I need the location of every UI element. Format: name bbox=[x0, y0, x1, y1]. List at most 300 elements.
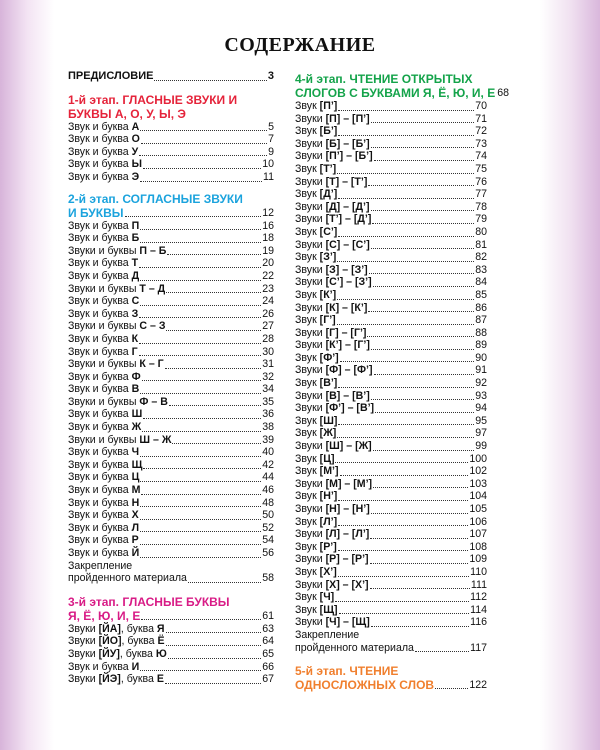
toc-entry-label bbox=[295, 125, 337, 138]
toc-entry-label bbox=[68, 358, 164, 371]
dot-leader bbox=[371, 248, 474, 249]
page-number: 105 bbox=[469, 503, 487, 515]
dot-leader bbox=[374, 160, 475, 161]
dot-leader bbox=[142, 431, 261, 432]
heading-line: 5-й этап. ЧТЕНИЕ bbox=[295, 664, 399, 679]
toc-entry[interactable] bbox=[68, 295, 274, 308]
entry-text: Звуки bbox=[295, 528, 326, 541]
toc-entry[interactable] bbox=[295, 100, 487, 113]
entry-sound: [К] – [К’] bbox=[325, 301, 368, 314]
toc-entry[interactable] bbox=[68, 471, 274, 484]
toc-entry[interactable] bbox=[68, 509, 274, 522]
toc-entry[interactable] bbox=[295, 264, 487, 277]
toc-entry[interactable] bbox=[68, 358, 274, 371]
entry-text: Звук и буква bbox=[68, 446, 132, 459]
entry-sound: С – З bbox=[139, 320, 166, 333]
toc-entry[interactable] bbox=[295, 352, 487, 365]
entry-sound: [Ф’] – [В’] bbox=[325, 402, 375, 415]
entry-sound: [Ч] bbox=[319, 591, 335, 604]
toc-entry[interactable] bbox=[295, 176, 487, 189]
page-number: 42 bbox=[262, 458, 274, 471]
page-number: 28 bbox=[262, 332, 274, 345]
toc-entry[interactable] bbox=[295, 163, 487, 176]
toc-entry[interactable] bbox=[68, 446, 274, 459]
entry-sound: [Т’] bbox=[319, 162, 337, 175]
page-number: 90 bbox=[475, 351, 487, 364]
dot-leader bbox=[125, 216, 262, 217]
toc-entry[interactable] bbox=[295, 402, 487, 415]
toc-entry[interactable] bbox=[295, 440, 487, 453]
page-number: 72 bbox=[475, 125, 487, 138]
entry-text: Звуки bbox=[295, 339, 326, 352]
toc-entry[interactable] bbox=[295, 478, 487, 491]
toc-entry-label bbox=[295, 604, 338, 617]
toc-entry-label bbox=[68, 396, 168, 409]
entry-text: Звук и буква bbox=[68, 421, 132, 434]
toc-entry[interactable] bbox=[295, 276, 487, 289]
toc-entry[interactable] bbox=[68, 547, 274, 560]
dot-leader bbox=[140, 531, 261, 532]
toc-entry[interactable] bbox=[295, 453, 487, 466]
entry-text: Звук bbox=[295, 314, 320, 327]
toc-entry[interactable] bbox=[295, 113, 487, 126]
heading-line: 4-й этап. ЧТЕНИЕ ОТКРЫТЫХ bbox=[295, 72, 473, 86]
dot-leader bbox=[375, 412, 474, 413]
entry-text: Звук bbox=[295, 515, 320, 528]
toc-entry-label bbox=[295, 566, 337, 579]
toc-entry-review-stage-4[interactable] bbox=[295, 629, 487, 654]
page-number: 106 bbox=[469, 515, 487, 528]
left-column bbox=[68, 70, 274, 686]
dot-leader bbox=[368, 185, 474, 186]
toc-entry[interactable] bbox=[68, 171, 274, 184]
entry-text: Звуки bbox=[295, 553, 326, 566]
dot-leader bbox=[338, 550, 469, 551]
toc-entry[interactable] bbox=[295, 503, 487, 516]
toc-entry[interactable] bbox=[295, 591, 487, 604]
dot-leader bbox=[371, 626, 469, 627]
toc-entry[interactable] bbox=[68, 497, 274, 510]
toc-entry[interactable] bbox=[68, 220, 274, 233]
toc-entry[interactable] bbox=[295, 314, 487, 327]
toc-entry[interactable] bbox=[295, 188, 487, 201]
page-number: 20 bbox=[262, 257, 274, 270]
toc-entry[interactable] bbox=[68, 133, 274, 146]
entry-text: Звук и буква bbox=[68, 458, 132, 471]
toc-entry[interactable] bbox=[68, 257, 274, 270]
page-number: 97 bbox=[475, 427, 487, 440]
dot-leader bbox=[172, 443, 261, 444]
toc-entry[interactable] bbox=[295, 427, 487, 440]
entry-text: Звук и буква bbox=[68, 332, 132, 345]
dot-leader bbox=[367, 336, 474, 337]
entry-sound: [Т’] – [Д’] bbox=[325, 213, 372, 226]
toc-entry[interactable] bbox=[68, 146, 274, 159]
page-number: 56 bbox=[262, 547, 274, 559]
dot-leader bbox=[373, 487, 468, 488]
page-number: 3 bbox=[267, 70, 274, 82]
dot-leader bbox=[415, 651, 469, 652]
heading-line: СЛОГОВ С БУКВАМИ Я, Ё, Ю, И, Е bbox=[295, 86, 496, 100]
dot-leader bbox=[139, 317, 261, 318]
entry-sound: [Х] – [Х’] bbox=[325, 578, 369, 591]
entry-sound: [Р’] bbox=[319, 540, 337, 553]
entry-sound: [ЙЭ] bbox=[98, 673, 121, 686]
entry-sound: Т – Д bbox=[139, 282, 166, 295]
page-number: 9 bbox=[268, 145, 274, 158]
toc-entry-label bbox=[295, 453, 334, 466]
toc-entry-label bbox=[295, 226, 337, 239]
toc-entry[interactable] bbox=[68, 371, 274, 384]
entry-sound: [Ж] bbox=[319, 427, 337, 440]
toc-entry[interactable] bbox=[295, 390, 487, 403]
toc-entry-label bbox=[295, 528, 369, 541]
toc-entry-label bbox=[295, 503, 370, 516]
entry-sound: С bbox=[131, 295, 140, 308]
toc-entry-label bbox=[295, 251, 336, 264]
toc-entry-label bbox=[68, 408, 142, 421]
toc-entry[interactable] bbox=[295, 579, 487, 592]
section-heading-stage-5[interactable] bbox=[295, 664, 487, 692]
entry-sound: Ф – В bbox=[139, 395, 168, 408]
entry-text: Звуки bbox=[295, 578, 326, 591]
toc-entry-label bbox=[68, 497, 139, 510]
toc-entry[interactable] bbox=[295, 302, 487, 315]
toc-entry-label bbox=[295, 402, 374, 415]
section-heading-stage-3[interactable] bbox=[68, 595, 274, 623]
toc-entry-label: пройденного материала bbox=[68, 572, 187, 585]
toc-entry[interactable] bbox=[68, 484, 274, 497]
entry-text: Звук bbox=[295, 125, 320, 138]
page-number: 48 bbox=[262, 496, 274, 509]
toc-entry-label bbox=[295, 616, 370, 629]
dot-leader bbox=[141, 494, 261, 495]
toc-entry-label bbox=[68, 623, 165, 636]
section-heading-stage-4[interactable] bbox=[295, 72, 510, 100]
toc-entry[interactable] bbox=[68, 283, 274, 296]
dot-leader bbox=[371, 399, 474, 400]
entry-text: , буква bbox=[120, 673, 157, 686]
toc-entry[interactable] bbox=[68, 522, 274, 535]
entry-text: Звук bbox=[295, 225, 320, 238]
entry-text: Звук и буква bbox=[68, 295, 132, 308]
entry-sound: [С’] bbox=[319, 225, 338, 238]
entry-text: Звуки bbox=[295, 150, 326, 163]
toc-entry[interactable] bbox=[295, 465, 487, 478]
page-number: 67 bbox=[262, 673, 274, 686]
toc-entry-label bbox=[68, 333, 138, 346]
entry-sound: Р bbox=[131, 534, 139, 547]
entry-text: Звук и буква bbox=[68, 345, 132, 358]
dot-leader bbox=[335, 601, 469, 602]
toc-entry-label bbox=[295, 113, 370, 126]
dot-leader bbox=[369, 273, 475, 274]
toc-entry-preface[interactable] bbox=[68, 70, 274, 83]
entry-sound: К – Г bbox=[139, 358, 164, 371]
toc-entry[interactable] bbox=[295, 528, 487, 541]
dot-leader bbox=[166, 632, 262, 633]
entry-text: Звук bbox=[295, 565, 320, 578]
page-number: 99 bbox=[475, 440, 487, 453]
entry-text: Звук и буква bbox=[68, 521, 132, 534]
entry-sound: [П’] bbox=[319, 100, 338, 112]
page-number: 80 bbox=[475, 225, 487, 238]
dot-leader bbox=[370, 588, 470, 589]
toc-entry[interactable] bbox=[68, 673, 274, 686]
dot-leader bbox=[338, 236, 474, 237]
page-number: 50 bbox=[262, 509, 274, 522]
toc-entry[interactable] bbox=[68, 308, 274, 321]
dot-leader bbox=[143, 418, 261, 419]
toc-entry[interactable] bbox=[295, 239, 487, 252]
entry-text: Звуки bbox=[295, 503, 326, 515]
entry-sound: В bbox=[131, 383, 140, 396]
entry-text: Звуки bbox=[295, 440, 326, 453]
toc-entry[interactable] bbox=[295, 251, 487, 264]
page-number: 82 bbox=[475, 251, 487, 264]
toc-entry-label bbox=[68, 421, 141, 434]
toc-entry-label bbox=[68, 346, 138, 359]
toc-entry[interactable] bbox=[68, 408, 274, 421]
toc-entry-label bbox=[295, 541, 337, 554]
entry-text: Звук и буква bbox=[68, 145, 132, 158]
dot-leader bbox=[338, 576, 469, 577]
entry-text: Звуки bbox=[295, 213, 326, 226]
toc-entry[interactable] bbox=[295, 289, 487, 302]
entry-text: Звук bbox=[295, 603, 320, 616]
dot-leader bbox=[140, 280, 261, 281]
entry-sound: Ш bbox=[131, 408, 143, 421]
dot-leader bbox=[140, 481, 261, 482]
toc-entry[interactable] bbox=[68, 434, 274, 447]
entry-sound: Й bbox=[131, 547, 140, 559]
page-number: 23 bbox=[262, 282, 274, 295]
toc-entry-label bbox=[68, 673, 164, 686]
toc-entry[interactable] bbox=[295, 327, 487, 340]
toc-entry-review-stage-2[interactable] bbox=[68, 560, 274, 585]
page-number: 111 bbox=[470, 578, 487, 591]
dot-leader bbox=[166, 292, 261, 293]
page-number: 46 bbox=[262, 484, 274, 497]
dot-leader bbox=[140, 506, 261, 507]
page-number: 95 bbox=[475, 414, 487, 427]
toc-entry-label bbox=[68, 283, 165, 296]
dot-leader bbox=[338, 525, 468, 526]
toc-entry-label bbox=[68, 270, 139, 283]
entry-text: Звуки и буквы bbox=[68, 433, 140, 446]
entry-sound: [Д] – [Д’] bbox=[325, 200, 370, 213]
section-heading-stage-2[interactable] bbox=[68, 192, 274, 220]
entry-text: Звук и буква bbox=[68, 471, 132, 484]
toc-entry[interactable] bbox=[295, 150, 487, 163]
section-heading-stage-1[interactable] bbox=[68, 93, 274, 121]
toc-entry[interactable] bbox=[295, 138, 487, 151]
toc-entry[interactable] bbox=[68, 383, 274, 396]
page-number: 39 bbox=[262, 433, 274, 446]
entry-sound: [П’] – [Б’] bbox=[325, 150, 373, 163]
entry-text: Звук и буква bbox=[68, 232, 132, 245]
dot-leader bbox=[373, 450, 474, 451]
entry-text: Звук bbox=[295, 465, 320, 478]
entry-sound: [Т] – [Т’] bbox=[325, 175, 368, 188]
page-number: 70 bbox=[475, 100, 487, 112]
toc-entry[interactable] bbox=[68, 333, 274, 346]
toc-entry[interactable] bbox=[295, 553, 487, 566]
stage-4-list bbox=[295, 100, 487, 629]
toc-entry-label bbox=[295, 591, 334, 604]
dot-leader bbox=[166, 645, 262, 646]
dot-leader bbox=[140, 305, 261, 306]
toc-entry-label bbox=[295, 327, 366, 340]
page-number: 18 bbox=[262, 232, 274, 245]
dot-leader bbox=[337, 324, 475, 325]
dot-leader bbox=[368, 311, 474, 312]
entry-sound: Л bbox=[131, 521, 140, 534]
entry-text: Звуки bbox=[295, 364, 326, 377]
dot-leader bbox=[188, 582, 261, 583]
page-number: 64 bbox=[262, 635, 274, 648]
entry-sound: [Ф’] bbox=[319, 351, 339, 364]
page-number: 71 bbox=[475, 112, 487, 125]
toc-entry[interactable] bbox=[68, 623, 274, 636]
entry-sound: [Б’] bbox=[319, 125, 338, 138]
entry-sound: [М] – [М’] bbox=[325, 477, 373, 490]
dot-leader bbox=[165, 368, 262, 369]
toc-entry[interactable] bbox=[295, 377, 487, 390]
heading-line: И БУКВЫ bbox=[68, 205, 124, 220]
entry-sound: [Г’] bbox=[319, 314, 336, 327]
entry-text: Звук и буква bbox=[68, 484, 132, 497]
toc-entry-label bbox=[295, 440, 372, 453]
entry-sound: Ж bbox=[131, 421, 142, 434]
toc-entry-label bbox=[295, 213, 371, 226]
dot-leader bbox=[139, 155, 267, 156]
entry-sound: Г bbox=[131, 345, 138, 358]
page-number: 93 bbox=[475, 389, 487, 402]
toc-entry[interactable] bbox=[295, 616, 487, 629]
page-number: 63 bbox=[262, 622, 274, 635]
toc-entry[interactable] bbox=[68, 534, 274, 547]
toc-entry[interactable] bbox=[295, 490, 487, 503]
page-number: 74 bbox=[475, 150, 487, 163]
entry-text: Звук и буква bbox=[68, 158, 132, 171]
toc-entry[interactable] bbox=[68, 421, 274, 434]
toc-entry-label bbox=[68, 635, 165, 648]
toc-entry[interactable] bbox=[68, 396, 274, 409]
toc-entry[interactable] bbox=[68, 121, 274, 134]
toc-entry[interactable] bbox=[295, 364, 487, 377]
toc-entry[interactable] bbox=[68, 270, 274, 283]
entry-sound: Ф bbox=[131, 370, 141, 383]
entry-text: , буква bbox=[121, 635, 158, 648]
toc-entry[interactable] bbox=[295, 125, 487, 138]
toc-entry-label bbox=[295, 100, 337, 113]
dot-leader bbox=[140, 557, 261, 558]
toc-entry[interactable] bbox=[295, 604, 487, 617]
toc-entry[interactable] bbox=[295, 566, 487, 579]
page-number: 40 bbox=[262, 446, 274, 459]
toc-entry[interactable] bbox=[295, 201, 487, 214]
toc-entry[interactable] bbox=[295, 516, 487, 529]
entry-text: , буква bbox=[120, 622, 157, 635]
entry-text: Звуки bbox=[295, 263, 326, 276]
entry-sound: [Д’] bbox=[319, 188, 338, 201]
toc-entry-label bbox=[68, 534, 139, 547]
entry-sound: [ЙА] bbox=[98, 622, 121, 635]
dot-leader bbox=[140, 242, 261, 243]
toc-entry-label bbox=[295, 553, 369, 566]
toc-entry[interactable] bbox=[68, 661, 274, 674]
dot-leader bbox=[139, 343, 261, 344]
entry-text: Звук bbox=[295, 490, 320, 503]
dot-leader bbox=[339, 613, 470, 614]
toc-entry-label bbox=[295, 352, 339, 365]
toc-entry[interactable] bbox=[68, 648, 274, 661]
toc-entry[interactable] bbox=[68, 635, 274, 648]
entry-letter: Я bbox=[156, 622, 165, 635]
entry-sound: [Н’] bbox=[319, 490, 338, 503]
entry-text: Звуки bbox=[68, 673, 99, 686]
toc-entry[interactable] bbox=[68, 232, 274, 245]
entry-text: Звук и буква bbox=[68, 496, 132, 509]
toc-entry-label bbox=[295, 201, 370, 214]
toc-entry[interactable] bbox=[68, 245, 274, 258]
toc-entry[interactable] bbox=[68, 459, 274, 472]
page-number: 78 bbox=[475, 200, 487, 213]
toc-entry[interactable] bbox=[68, 158, 274, 171]
toc-entry-label bbox=[295, 465, 339, 478]
toc-entry[interactable] bbox=[68, 320, 274, 333]
toc-entry[interactable] bbox=[68, 346, 274, 359]
toc-entry[interactable] bbox=[295, 213, 487, 226]
entry-text: Звуки bbox=[295, 200, 326, 213]
heading-line: 1-й этап. ГЛАСНЫЕ ЗВУКИ И bbox=[68, 92, 238, 107]
entry-text: Звук и буква bbox=[68, 170, 132, 183]
toc-entry[interactable] bbox=[295, 226, 487, 239]
entry-text: Звуки bbox=[295, 238, 326, 251]
page-number: 94 bbox=[475, 402, 487, 415]
entry-sound: А bbox=[131, 120, 140, 133]
toc-entry[interactable] bbox=[295, 541, 487, 554]
dot-leader bbox=[374, 374, 475, 375]
dot-leader bbox=[373, 286, 475, 287]
page-number: 100 bbox=[469, 452, 487, 465]
toc-entry[interactable] bbox=[295, 415, 487, 428]
dot-leader bbox=[370, 538, 468, 539]
page-number: 104 bbox=[469, 490, 487, 503]
entry-sound: [Б] – [Б’] bbox=[325, 137, 370, 150]
entry-text: Звук bbox=[295, 540, 320, 553]
toc-entry-label bbox=[295, 163, 336, 176]
dot-leader bbox=[140, 456, 261, 457]
entry-text: Звук bbox=[295, 162, 320, 175]
page-number: 12 bbox=[262, 206, 274, 219]
entry-sound: Ш – Ж bbox=[139, 433, 172, 446]
page-number: 75 bbox=[475, 162, 487, 175]
toc-entry-label bbox=[68, 484, 140, 497]
entry-text: Звуки bbox=[68, 622, 99, 635]
dot-leader bbox=[338, 500, 468, 501]
toc-entry-label bbox=[295, 302, 367, 315]
toc-entry-label bbox=[68, 245, 166, 258]
page-number: 5 bbox=[268, 120, 274, 133]
toc-entry[interactable] bbox=[295, 339, 487, 352]
page-number: 54 bbox=[262, 534, 274, 547]
dot-leader bbox=[338, 424, 474, 425]
entry-sound: [П] – [П’] bbox=[325, 112, 370, 125]
dot-leader bbox=[139, 267, 261, 268]
page-number: 26 bbox=[262, 307, 274, 320]
